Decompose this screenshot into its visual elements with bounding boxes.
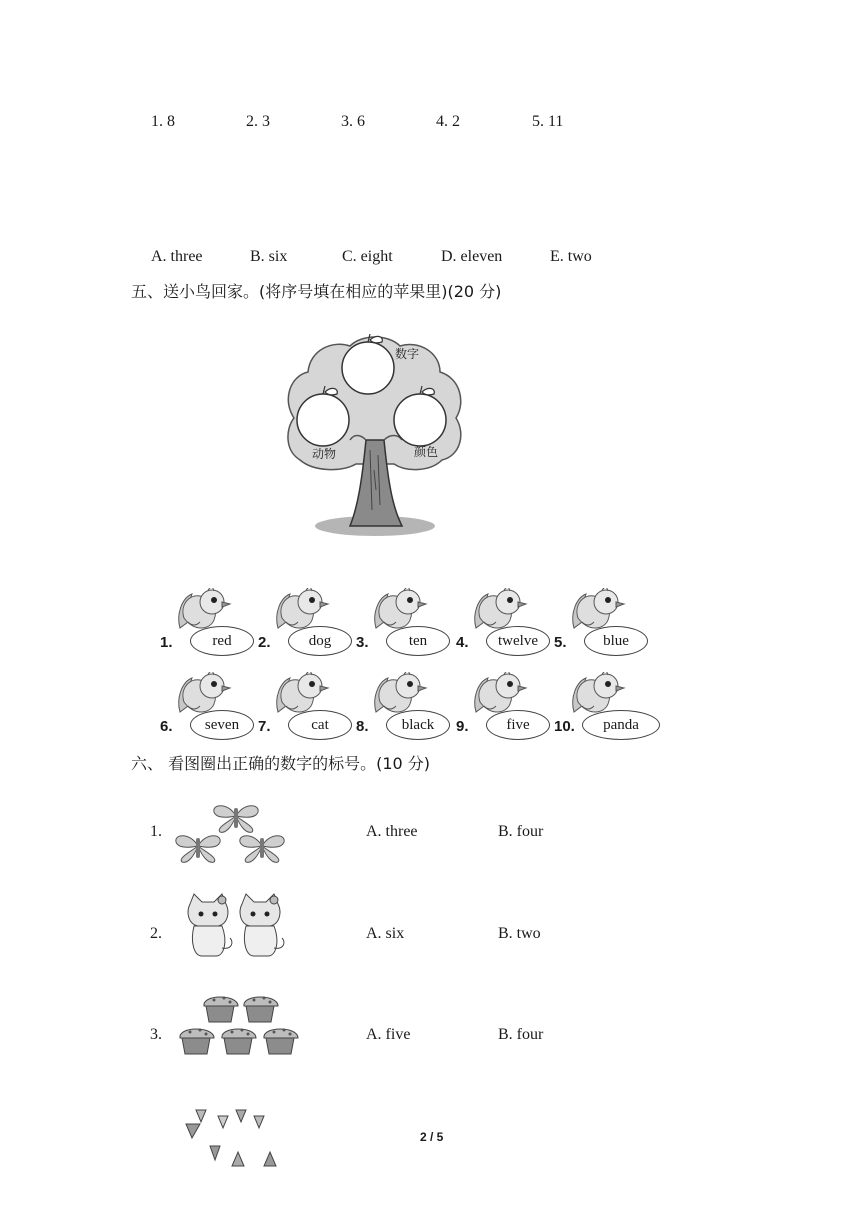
bird-card (456, 672, 552, 744)
word-oval (486, 710, 550, 740)
bird-icon (568, 672, 638, 724)
question-1-option-b: B. four (498, 823, 544, 840)
triangle-icon (236, 1110, 246, 1122)
bird-word: seven (204, 716, 240, 733)
option-d: D. eleven (441, 248, 503, 265)
bird-number: 2. (258, 634, 271, 651)
bird-word: twelve (498, 632, 538, 649)
question-3-number: 3. (150, 1026, 162, 1043)
kittens-picture (180, 892, 288, 960)
tree-label-number: 数字 (395, 347, 420, 361)
option-e: E. two (550, 248, 592, 265)
bird-number: 6. (160, 718, 173, 735)
bird-number: 4. (456, 634, 469, 651)
option-b: B. six (250, 248, 288, 265)
question-3-option-a: A. five (366, 1026, 411, 1043)
question-1-option-a: A. three (366, 823, 418, 840)
bird-card (160, 588, 256, 660)
question-2-option-b: B. two (498, 925, 541, 942)
word-oval (190, 710, 254, 740)
triangle-icon (264, 1152, 276, 1166)
bird-number: 8. (356, 718, 369, 735)
triangle-icon (196, 1110, 206, 1122)
tree-label-color: 颜色 (414, 445, 439, 459)
apple-tree-illustration (280, 330, 470, 538)
bird-number: 7. (258, 718, 271, 735)
bird-icon (568, 588, 638, 640)
bird-icon (272, 588, 342, 640)
muffin-icon (222, 1029, 256, 1055)
bird-word: red (212, 632, 232, 649)
option-c: C. eight (342, 248, 393, 265)
word-oval (288, 626, 352, 656)
muffin-icon (180, 1029, 214, 1055)
section5-heading: 五、送小鸟回家。(将序号填在相应的苹果里)(20 分) (131, 282, 502, 301)
question-2-option-a: A. six (366, 925, 405, 942)
number-item-4: 4. 2 (436, 113, 460, 130)
triangle-icon (254, 1116, 264, 1128)
bird-word: dog (308, 632, 332, 649)
bird-card (554, 672, 664, 744)
word-oval (584, 626, 648, 656)
bird-number: 9. (456, 718, 469, 735)
number-item-3: 3. 6 (341, 113, 365, 130)
bird-number: 5. (554, 634, 567, 651)
bird-card (258, 588, 354, 660)
bird-card (554, 588, 650, 660)
triangles-picture (184, 1106, 292, 1174)
word-oval (288, 710, 352, 740)
bird-icon (370, 588, 440, 640)
word-oval (386, 710, 450, 740)
bird-icon (470, 672, 540, 724)
kitten-icon (240, 894, 284, 956)
number-item-5: 5. 11 (532, 113, 564, 130)
kitten-icon (188, 894, 232, 956)
tree-label-animal: 动物 (312, 447, 337, 461)
bird-word: ten (408, 632, 428, 649)
bird-card (356, 588, 452, 660)
section6-heading: 六、 看图圈出正确的数字的标号。(10 分) (131, 754, 431, 773)
bird-number: 3. (356, 634, 369, 651)
triangle-icon (232, 1152, 244, 1166)
bird-word: panda (603, 716, 639, 733)
muffin-icon (264, 1029, 298, 1055)
bird-icon (174, 672, 244, 724)
question-1-number: 1. (150, 823, 162, 840)
word-oval (486, 626, 550, 656)
bird-word: black (401, 716, 435, 733)
bird-word: cat (311, 716, 329, 733)
bird-word: five (506, 716, 530, 733)
page-number: 2 / 5 (420, 1130, 444, 1144)
butterfly-icon (214, 806, 258, 833)
triangle-icon (218, 1116, 228, 1128)
bird-card (456, 588, 552, 660)
question-3-option-b: B. four (498, 1026, 544, 1043)
triangle-icon (210, 1146, 220, 1160)
muffin-icon (244, 997, 278, 1023)
bird-card (160, 672, 256, 744)
butterflies-picture (172, 800, 302, 866)
bird-word: blue (603, 632, 629, 649)
butterfly-icon (176, 836, 220, 863)
word-oval (386, 626, 450, 656)
question-2-number: 2. (150, 925, 162, 942)
bird-icon (174, 588, 244, 640)
bird-icon (470, 588, 540, 640)
word-oval (190, 626, 254, 656)
bird-number: 1. (160, 634, 173, 651)
bird-number: 10. (554, 718, 575, 735)
muffin-icon (204, 997, 238, 1023)
triangle-icon (186, 1124, 200, 1138)
bird-icon (370, 672, 440, 724)
bird-icon (272, 672, 342, 724)
muffins-picture (176, 988, 306, 1058)
number-item-2: 2. 3 (246, 113, 270, 130)
number-item-1: 1. 8 (151, 113, 175, 130)
bird-card (258, 672, 354, 744)
word-oval (582, 710, 660, 740)
butterfly-icon (240, 836, 284, 863)
option-a: A. three (151, 248, 203, 265)
bird-card (356, 672, 452, 744)
